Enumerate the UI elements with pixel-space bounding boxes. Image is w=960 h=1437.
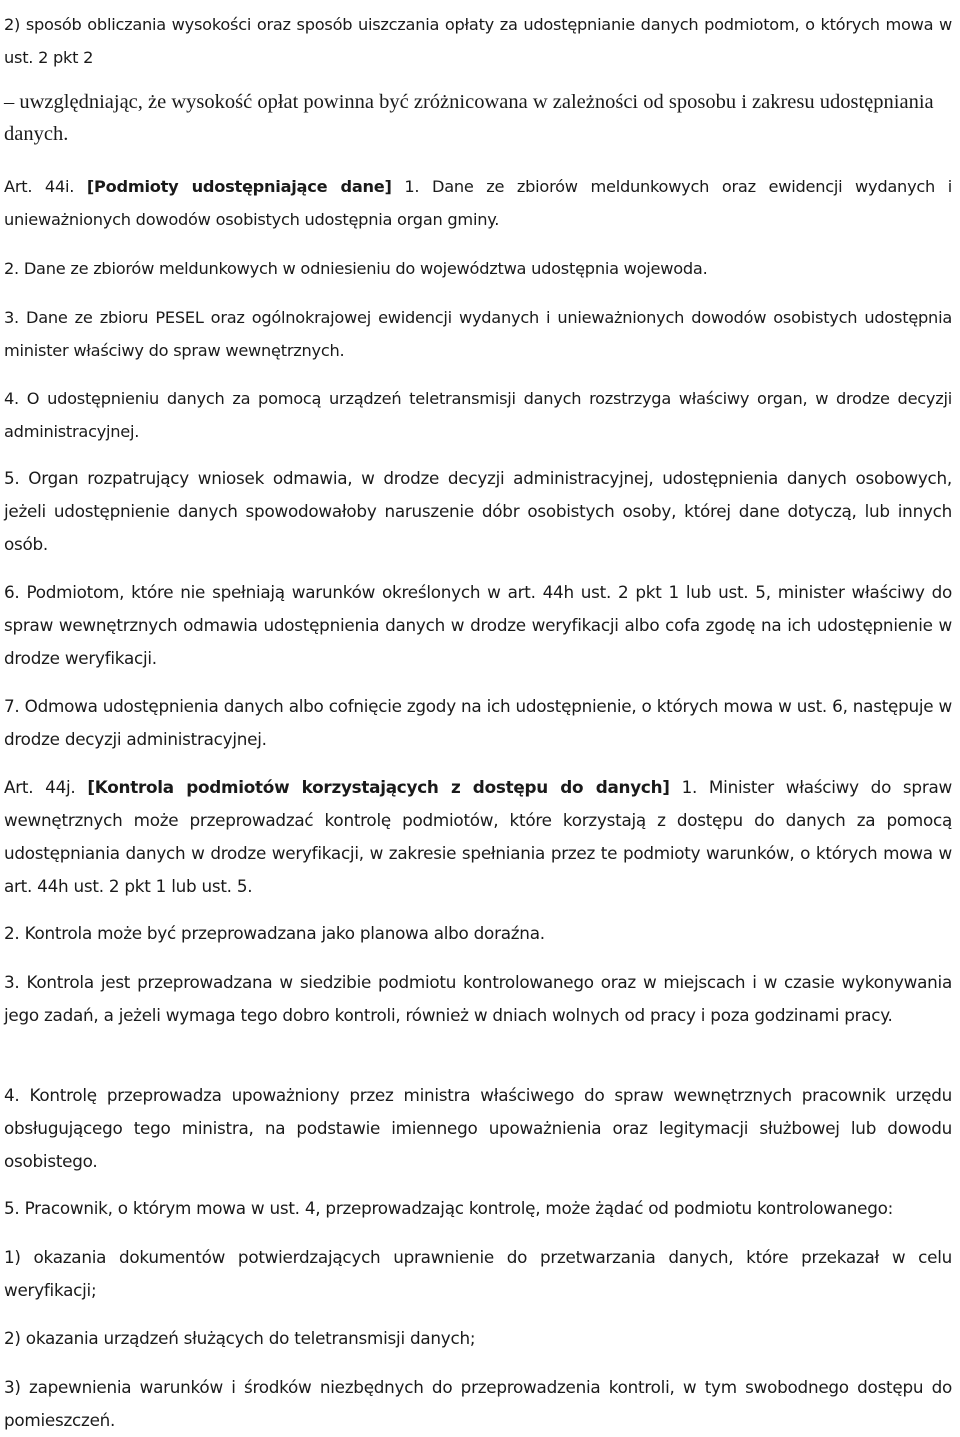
article-44i-paragraph-4: 4. O udostępnieniu danych za pomocą urządzeń teletransmisji danych rozstrzyga właściwy organ, w drodze decyzji administracyjnej. xyxy=(4,389,952,441)
article-44i-header: [Podmioty udostępniające dane] xyxy=(86,177,392,196)
article-44j-paragraph-1 xyxy=(4,771,952,903)
article-44i-paragraph-1 xyxy=(4,170,952,236)
paragraph-considering-clause: – uwzględniając, że wysokość opłat powinna być zróżnicowana w zależności od sposobu i zakresu udostępniania danych. xyxy=(4,91,934,145)
article-44j-paragraph-3: 3. Kontrola jest przeprowadzana w siedzibie podmiotu kontrolowanego oraz w miejscach i w czasie wykonywania jego zadań, a jeżeli wymaga tego dobro kontroli, również w dniach wolnych od pracy i poza godzinami pracy. xyxy=(4,972,952,1025)
article-44j-text: 1. Minister właściwy do spraw wewnętrznych może przeprowadzać kontrolę podmiotów, które korzystają z dostępu do danych za pomocą udostępniania danych w drodze weryfikacji, w zakresie spełniania przez te podmioty warunków, o których mowa w art. 44h ust. 2 pkt 1 lub ust. 5. xyxy=(4,777,952,896)
article-44i-paragraph-2: 2. Dane ze zbiorów meldunkowych w odniesieniu do województwa udostępnia wojewoda. xyxy=(4,259,708,278)
list-item-2: 2) okazania urządzeń służących do teletransmisji danych; xyxy=(4,1328,476,1348)
article-44j-paragraph-2: 2. Kontrola może być przeprowadzana jako planowa albo doraźna. xyxy=(4,923,545,943)
article-44j-paragraph-5: 5. Pracownik, o którym mowa w ust. 4, przeprowadzając kontrolę, może żądać od podmiotu kontrolowanego: xyxy=(4,1198,894,1218)
article-44i-paragraph-7: 7. Odmowa udostępnienia danych albo cofnięcie zgody na ich udostępnienie, o których mowa w ust. 6, następuje w drodze decyzji administracyjnej. xyxy=(4,696,952,749)
article-44j-header: [Kontrola podmiotów korzystających z dostępu do danych] xyxy=(87,777,670,797)
article-44j-label: Art. 44j. xyxy=(4,777,76,797)
article-44j-paragraph-4: 4. Kontrolę przeprowadza upoważniony przez ministra właściwego do spraw wewnętrznych pracownik urzędu obsługującego tego ministra, na podstawie imiennego upoważnienia oraz legitymacji służbowej lub dowodu osobistego. xyxy=(4,1085,952,1171)
list-item-3: 3) zapewnienia warunków i środków niezbędnych do przeprowadzenia kontroli, w tym swobodnego dostępu do pomieszczeń. xyxy=(4,1377,952,1430)
article-44i-label: Art. 44i. xyxy=(4,177,75,196)
article-44i-paragraph-6: 6. Podmiotom, które nie spełniają warunków określonych w art. 44h ust. 2 pkt 1 lub ust. 5, minister właściwy do spraw wewnętrznych odmawia udostępnienia danych w drodze weryfikacji albo cofa zgodę na ich udostępnienie w drodze weryfikacji. xyxy=(4,582,952,668)
article-44i-paragraph-5: 5. Organ rozpatrujący wniosek odmawia, w drodze decyzji administracyjnej, udostępnienia danych osobowych, jeżeli udostępnienie danych spowodowałoby naruszenie dóbr osobistych osoby, której dane dotyczą, lub innych osób. xyxy=(4,468,952,554)
article-44i-paragraph-3: 3. Dane ze zbioru PESEL oraz ogólnokrajowej ewidencji wydanych i unieważnionych dowodów osobistych udostępnia minister właściwy do spraw wewnętrznych. xyxy=(4,308,952,360)
article-44i-text: 1. Dane ze zbiorów meldunkowych oraz ewidencji wydanych i unieważnionych dowodów osobistych udostępnia organ gminy. xyxy=(4,177,952,229)
paragraph-fee-calculation: 2) sposób obliczania wysokości oraz sposób uiszczania opłaty za udostępnianie danych podmiotom, o których mowa w ust. 2 pkt 2 xyxy=(4,15,952,67)
list-item-1: 1) okazania dokumentów potwierdzających uprawnienie do przetwarzania danych, które przekazał w celu weryfikacji; xyxy=(4,1247,952,1300)
